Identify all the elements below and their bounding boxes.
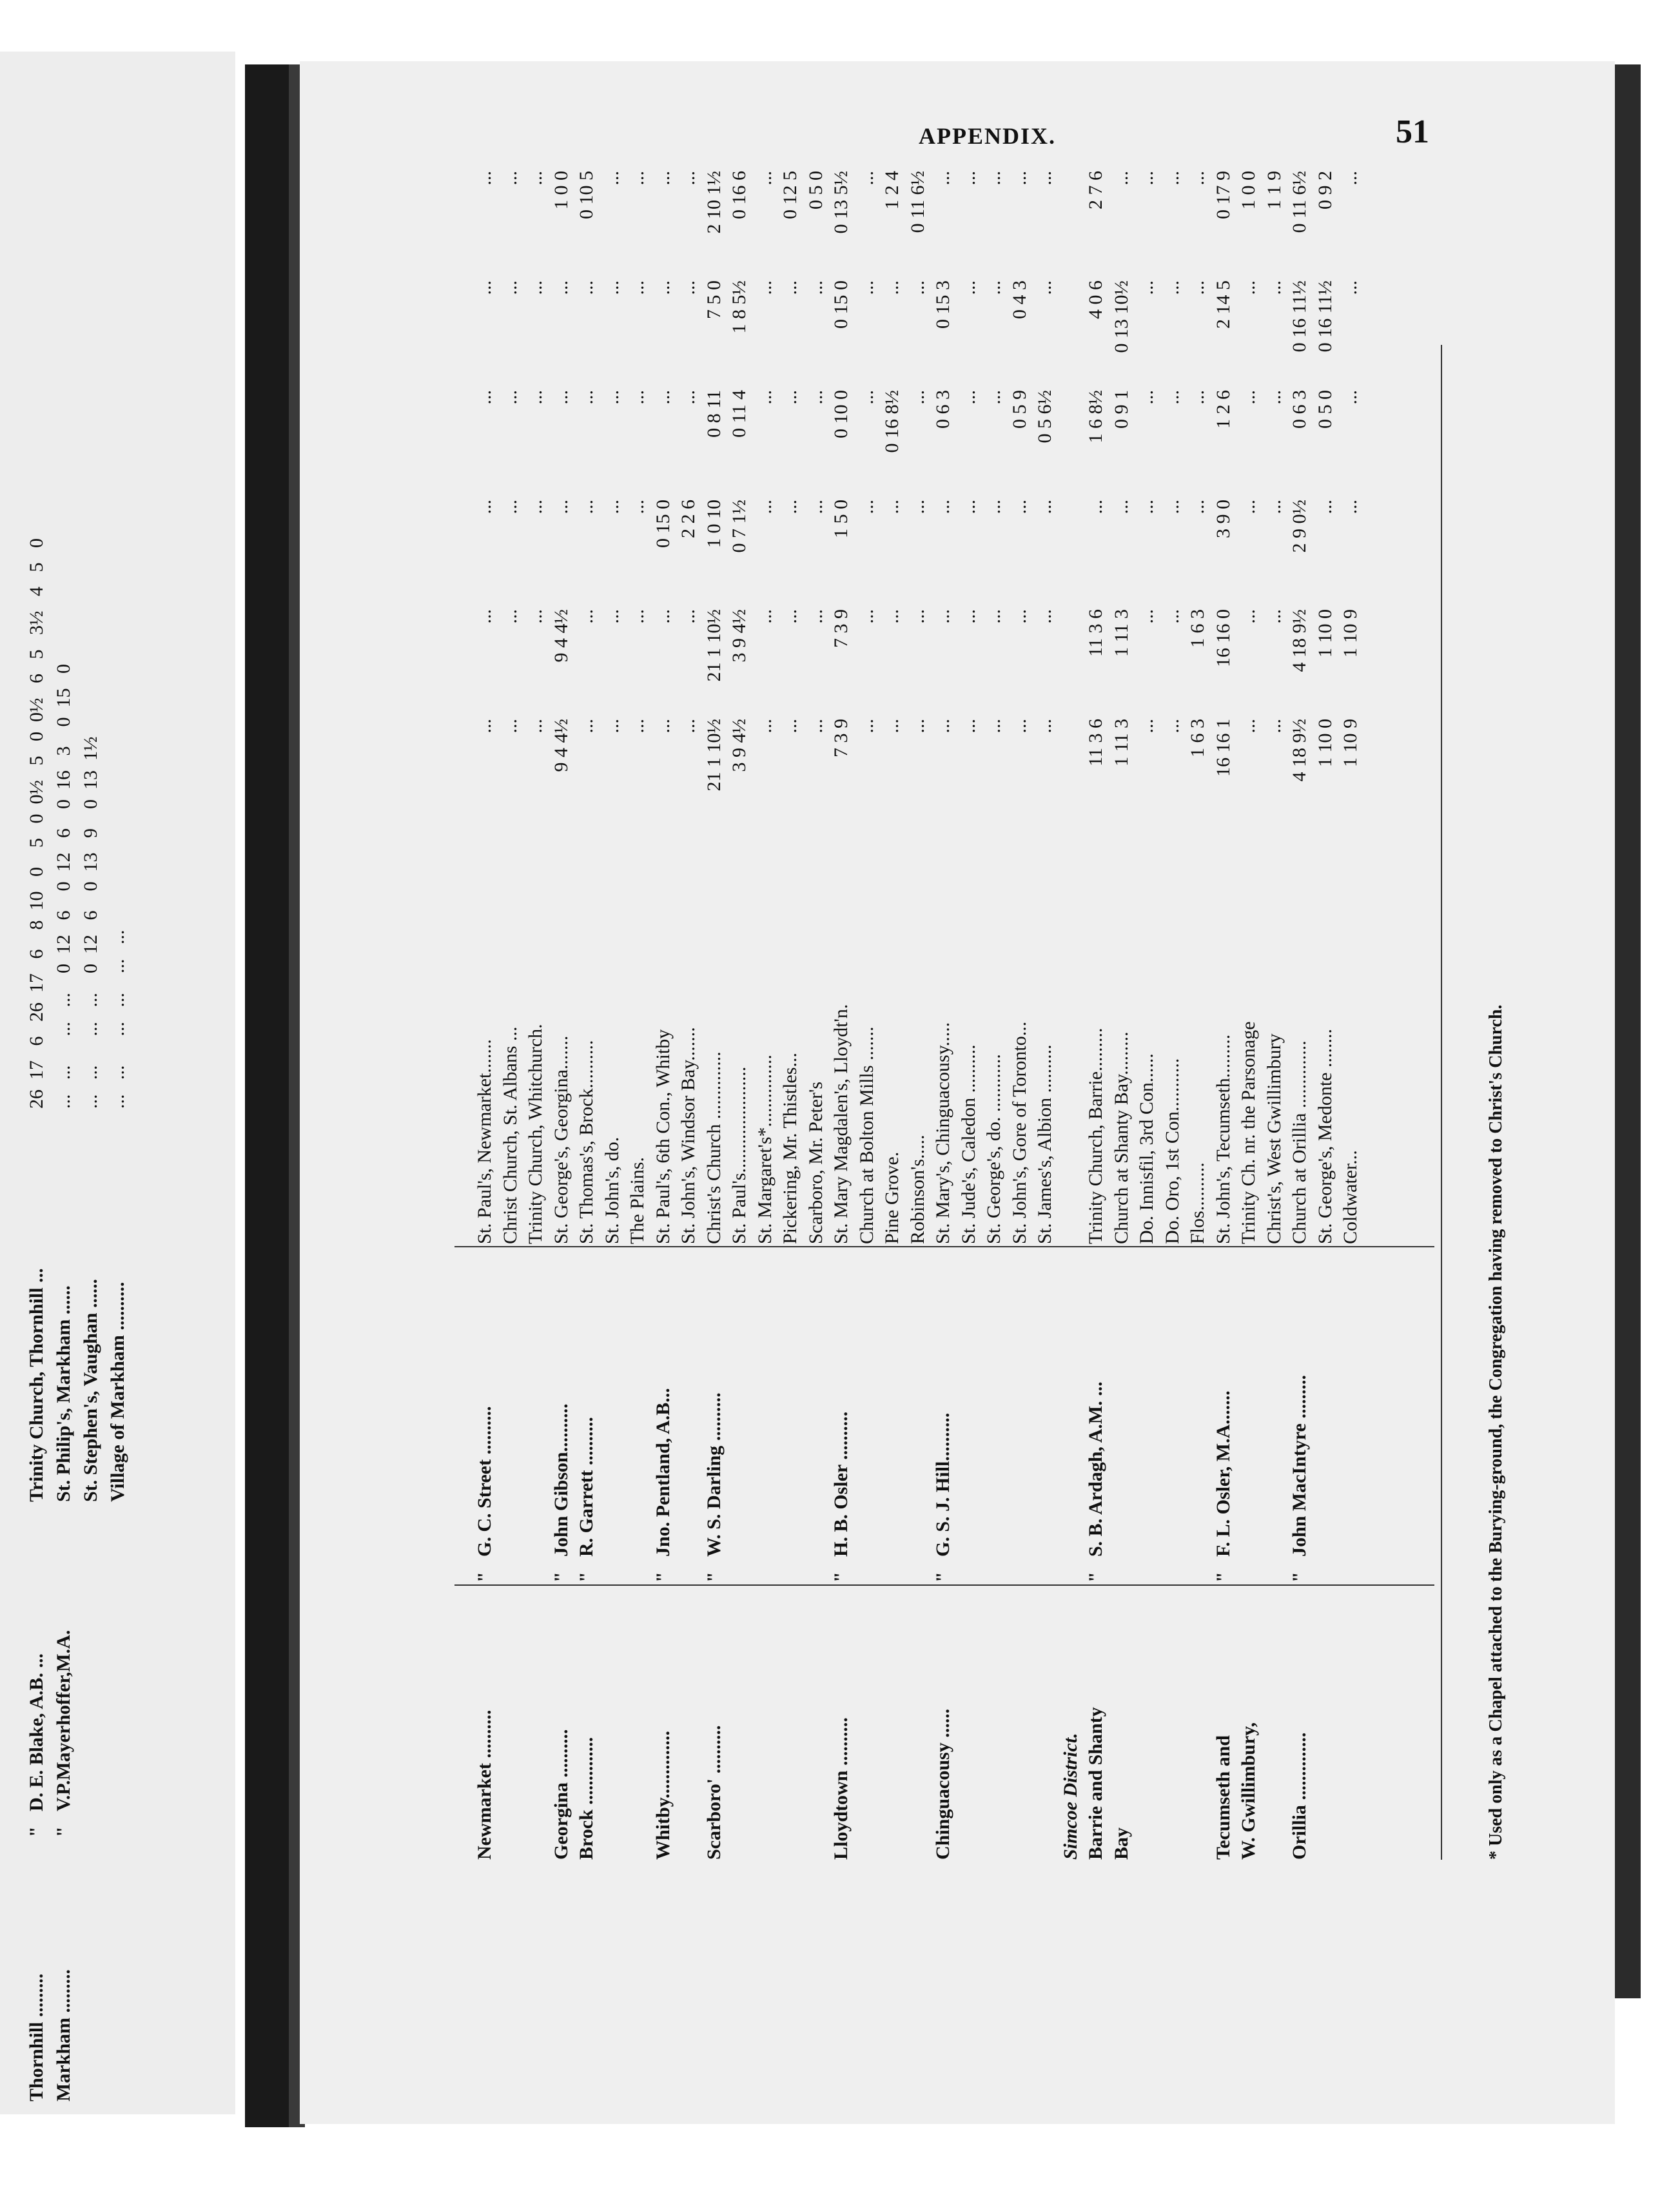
left-clergyman: V.P.Mayerhoffer,M.A. bbox=[53, 1630, 74, 1811]
church-name: Robinson's..... bbox=[906, 1135, 928, 1244]
ditto-mark: " bbox=[474, 1572, 495, 1583]
amount-cell: ... bbox=[1340, 171, 1361, 186]
amount-cell: ... bbox=[855, 719, 877, 734]
amount-cell: 2 9 0½ bbox=[1289, 500, 1310, 553]
amount-cell: ... bbox=[576, 609, 597, 624]
amount-cell: 0 12 5 bbox=[779, 171, 801, 219]
amount-cell: ... bbox=[779, 609, 801, 624]
footnote: * Used only as a Chapel attached to the Burying-ground, the Congregation having removed to Christ's Church. bbox=[1486, 1004, 1506, 1860]
amount-cell: ... bbox=[601, 280, 623, 295]
clergyman-name: John Gibson.......... bbox=[550, 1403, 572, 1557]
amount-cell: ... bbox=[1187, 390, 1208, 405]
amount-cell: ... bbox=[983, 390, 1004, 405]
amount-cell: ... bbox=[754, 390, 776, 405]
amount-cell: ... bbox=[550, 280, 572, 295]
parish-name: Chinguacousy ...... bbox=[932, 1708, 953, 1860]
amount-cell: ... bbox=[779, 719, 801, 734]
church-name: St. George's, Medonte ........ bbox=[1314, 1029, 1336, 1244]
amount-cell: ... bbox=[906, 280, 928, 295]
left-ditto: " bbox=[53, 1826, 74, 1837]
clergyman-name: F. L. Osler, M.A....... bbox=[1212, 1390, 1234, 1557]
amount-cell: ... bbox=[499, 280, 521, 295]
amount-cell: 0 5 6½ bbox=[1034, 390, 1055, 443]
amount-cell: ... bbox=[881, 500, 903, 514]
amount-cell: ... bbox=[576, 500, 597, 514]
amount-cell: ... bbox=[1263, 719, 1285, 734]
ditto-mark: " bbox=[703, 1572, 725, 1583]
amount-cell: 7 3 9 bbox=[830, 719, 852, 757]
clergy-returns-table bbox=[454, 171, 1512, 1860]
amount-cell: ... bbox=[474, 280, 495, 295]
amount-cell: ... bbox=[1238, 719, 1259, 734]
amount-cell: ... bbox=[983, 719, 1004, 734]
church-name: St. Thomas's, Brock.......... bbox=[576, 1040, 597, 1244]
amount-cell: 1 6 8½ bbox=[1085, 390, 1106, 443]
amount-cell: ... bbox=[678, 390, 699, 405]
amount-cell: ... bbox=[525, 390, 546, 405]
amount-cell: 0 16 6 bbox=[728, 171, 750, 219]
church-name: St. George's, do. ............ bbox=[983, 1054, 1004, 1244]
parish-name: W. Gwillimbury, bbox=[1238, 1722, 1259, 1860]
amount-cell: 0 10 0 bbox=[830, 390, 852, 438]
amount-cell: 21 1 10½ bbox=[703, 609, 725, 682]
amount-cell: ... bbox=[957, 390, 979, 405]
amount-cell: ... bbox=[525, 609, 546, 624]
amount-cell: ... bbox=[525, 280, 546, 295]
amount-cell: ... bbox=[957, 719, 979, 734]
amount-cell: ... bbox=[983, 171, 1004, 186]
amount-cell: ... bbox=[906, 390, 928, 405]
amount-cell: ... bbox=[627, 280, 648, 295]
church-name: The Plains. bbox=[627, 1157, 648, 1244]
amount-cell: ... bbox=[957, 280, 979, 295]
amount-cell: ... bbox=[1008, 719, 1030, 734]
amount-cell: ... bbox=[499, 609, 521, 624]
amount-cell: ... bbox=[576, 719, 597, 734]
amount-cell: ... bbox=[652, 609, 674, 624]
amount-cell: ... bbox=[1136, 609, 1157, 624]
parish-name: Orillia .............. bbox=[1289, 1732, 1310, 1860]
amount-cell: ... bbox=[1340, 390, 1361, 405]
church-name: Scarboro, Mr. Peter's bbox=[805, 1081, 826, 1244]
amount-cell: 2 2 6 bbox=[678, 500, 699, 538]
amount-cell: ... bbox=[627, 719, 648, 734]
church-name: Pickering, Mr. Thistles... bbox=[779, 1053, 801, 1244]
amount-cell: ... bbox=[1136, 719, 1157, 734]
amount-cell: 11 3 6 bbox=[1085, 719, 1106, 766]
amount-cell: ... bbox=[1263, 280, 1285, 295]
amount-cell: ... bbox=[779, 280, 801, 295]
church-name: Coldwater... bbox=[1340, 1150, 1361, 1244]
amount-cell: 0 11 6½ bbox=[906, 171, 928, 233]
amount-cell: ... bbox=[906, 719, 928, 734]
amount-cell: ... bbox=[1110, 500, 1132, 514]
amount-cell: 0 8 11 bbox=[703, 390, 725, 438]
amount-cell: 0 15 3 bbox=[932, 280, 953, 329]
amount-cell: 0 4 3 bbox=[1008, 280, 1030, 319]
amount-cell: 1 0 0 bbox=[550, 171, 572, 209]
left-church: St. Stephen's, Vaughan ...... bbox=[80, 1279, 101, 1502]
amount-cell: ... bbox=[1161, 390, 1183, 405]
amount-cell: ... bbox=[855, 280, 877, 295]
clergyman-name: G. C. Street .......... bbox=[474, 1406, 495, 1557]
appendix-page bbox=[300, 61, 1615, 2124]
amount-cell: ... bbox=[932, 719, 953, 734]
amount-cell: ... bbox=[983, 280, 1004, 295]
amount-cell: 0 13 5½ bbox=[830, 171, 852, 234]
amount-cell: 1 6 3 bbox=[1187, 609, 1208, 648]
amount-cell: ... bbox=[678, 609, 699, 624]
amount-cell: 11 3 6 bbox=[1085, 609, 1106, 657]
church-name: Do. Innisfil, 3rd Con...... bbox=[1136, 1053, 1157, 1244]
amount-cell: ... bbox=[499, 390, 521, 405]
ditto-mark: " bbox=[932, 1572, 953, 1583]
parish-name: Brock .............. bbox=[576, 1737, 597, 1860]
amount-cell: ... bbox=[1136, 280, 1157, 295]
amount-cell: ... bbox=[474, 390, 495, 405]
amount-cell: ... bbox=[474, 500, 495, 514]
left-amounts: ... ... ... ... ... ... bbox=[107, 930, 128, 1109]
column-rule-parish bbox=[454, 1584, 1434, 1586]
amount-cell: 1 2 6 bbox=[1212, 390, 1234, 429]
amount-cell: ... bbox=[1110, 171, 1132, 186]
amount-cell: ... bbox=[1161, 171, 1183, 186]
parish-name: Tecumseth and bbox=[1212, 1735, 1234, 1860]
amount-cell: 0 7 1½ bbox=[728, 500, 750, 553]
amount-cell: ... bbox=[932, 609, 953, 624]
amount-cell: ... bbox=[652, 280, 674, 295]
amount-cell: ... bbox=[576, 390, 597, 405]
amount-cell: ... bbox=[601, 719, 623, 734]
parish-name: Scarboro' .......... bbox=[703, 1725, 725, 1860]
left-amounts: ... ... ... ... 0 12 6 0 13 9 0 13 1½ bbox=[80, 736, 101, 1109]
amount-cell: ... bbox=[1161, 609, 1183, 624]
amount-cell: ... bbox=[754, 719, 776, 734]
amount-cell: ... bbox=[601, 171, 623, 186]
left-page-rotated-content bbox=[0, 52, 235, 2114]
page-edge bbox=[1615, 64, 1641, 1998]
church-name: St. Paul's, 6th Con., Whitby bbox=[652, 1029, 674, 1244]
church-name: Flos.......... bbox=[1187, 1162, 1208, 1244]
amount-cell: ... bbox=[932, 171, 953, 186]
parish-name: Georgina .......... bbox=[550, 1729, 572, 1860]
amount-cell: ... bbox=[957, 171, 979, 186]
amount-cell: ... bbox=[678, 280, 699, 295]
church-name: Trinity Ch. nr. the Parsonage bbox=[1238, 1021, 1259, 1244]
amount-cell: ... bbox=[627, 609, 648, 624]
amount-cell: ... bbox=[550, 390, 572, 405]
amount-cell: ... bbox=[855, 171, 877, 186]
left-church: Trinity Church, Thornhill ... bbox=[26, 1268, 47, 1502]
amount-cell: ... bbox=[499, 719, 521, 734]
amount-cell: ... bbox=[881, 719, 903, 734]
amount-cell: ... bbox=[1263, 390, 1285, 405]
church-name: St. James's, Albion .......... bbox=[1034, 1044, 1055, 1244]
ditto-mark: " bbox=[652, 1572, 674, 1583]
church-name: Trinity Church, Barrie......... bbox=[1085, 1028, 1106, 1244]
amount-cell: 3 9 0 bbox=[1212, 500, 1234, 538]
amount-cell: ... bbox=[1187, 171, 1208, 186]
amount-cell: 4 18 9½ bbox=[1289, 609, 1310, 672]
amount-cell: 0 9 1 bbox=[1110, 390, 1132, 429]
amount-cell: 9 4 4½ bbox=[550, 719, 572, 772]
church-name: Church at Orillia .............. bbox=[1289, 1040, 1310, 1244]
amount-cell: 1 10 9 bbox=[1340, 609, 1361, 658]
amount-cell: ... bbox=[627, 500, 648, 514]
amount-cell: ... bbox=[1085, 500, 1106, 514]
amount-cell: ... bbox=[983, 500, 1004, 514]
amount-cell: 0 5 9 bbox=[1008, 390, 1030, 429]
amount-cell: ... bbox=[474, 719, 495, 734]
church-name: Do. Oro, 1st Con........... bbox=[1161, 1058, 1183, 1244]
parish-name: Whitby.............. bbox=[652, 1730, 674, 1860]
amount-cell: 7 5 0 bbox=[703, 280, 725, 319]
amount-cell: ... bbox=[1008, 609, 1030, 624]
ditto-mark: " bbox=[830, 1572, 852, 1583]
church-name: Church at Shanty Bay......... bbox=[1110, 1031, 1132, 1244]
amount-cell: ... bbox=[957, 609, 979, 624]
rotated-table-frame bbox=[454, 171, 1680, 1860]
church-name: Christ Church, St. Albans ... bbox=[499, 1026, 521, 1244]
amount-cell: ... bbox=[601, 390, 623, 405]
ditto-mark: " bbox=[576, 1572, 597, 1583]
amount-cell: ... bbox=[627, 171, 648, 186]
amount-cell: 2 10 1½ bbox=[703, 171, 725, 234]
amount-cell: ... bbox=[805, 390, 826, 405]
amount-cell: 21 1 10½ bbox=[703, 719, 725, 792]
church-name: St. Jude's, Caledon .......... bbox=[957, 1044, 979, 1244]
amount-cell: 0 5 0 bbox=[805, 171, 826, 209]
table-base-rule bbox=[1441, 345, 1442, 1860]
amount-cell: ... bbox=[1034, 280, 1055, 295]
amount-cell: ... bbox=[906, 609, 928, 624]
amount-cell: 1 2 4 bbox=[881, 171, 903, 209]
section-label-text: Simcoe District. bbox=[1059, 1733, 1081, 1860]
page-number: 51 bbox=[1396, 113, 1429, 150]
amount-cell: ... bbox=[550, 500, 572, 514]
amount-cell: ... bbox=[1161, 500, 1183, 514]
parish-name: Bay bbox=[1110, 1827, 1132, 1860]
church-name: Christ's Church .............. bbox=[703, 1051, 725, 1244]
amount-cell: ... bbox=[957, 500, 979, 514]
church-name: St. John's, Windsor Bay....... bbox=[678, 1027, 699, 1244]
parish-name: Lloydtown .......... bbox=[830, 1717, 852, 1860]
amount-cell: 1 0 10 bbox=[703, 500, 725, 548]
amount-cell: ... bbox=[1034, 500, 1055, 514]
amount-cell: ... bbox=[779, 500, 801, 514]
book-gutter bbox=[245, 64, 293, 2127]
amount-cell: 0 17 9 bbox=[1212, 171, 1234, 219]
amount-cell: 0 16 11½ bbox=[1289, 280, 1310, 353]
amount-cell: ... bbox=[881, 280, 903, 295]
amount-cell: ... bbox=[1238, 390, 1259, 405]
church-name: Christ's, West Gwillimbury bbox=[1263, 1033, 1285, 1244]
amount-cell: ... bbox=[881, 609, 903, 624]
amount-cell: 0 5 0 bbox=[1314, 390, 1336, 429]
amount-cell: 0 9 2 bbox=[1314, 171, 1336, 209]
amount-cell: ... bbox=[1187, 280, 1208, 295]
amount-cell: ... bbox=[983, 609, 1004, 624]
amount-cell: ... bbox=[1136, 500, 1157, 514]
amount-cell: 7 3 9 bbox=[830, 609, 852, 648]
amount-cell: ... bbox=[1263, 609, 1285, 624]
amount-cell: ... bbox=[855, 390, 877, 405]
amount-cell: 0 11 6½ bbox=[1289, 171, 1310, 233]
amount-cell: 1 5 0 bbox=[830, 500, 852, 538]
amount-cell: ... bbox=[1034, 609, 1055, 624]
amount-cell: ... bbox=[1008, 500, 1030, 514]
amount-cell: 0 6 3 bbox=[1289, 390, 1310, 429]
church-name: Church at Bolton Mills ....... bbox=[855, 1026, 877, 1244]
amount-cell: ... bbox=[805, 719, 826, 734]
left-amounts: 26 17 6 26 17 6 8 10 0 5 0 0½ 5 0 0½ 6 5 3½ 4 5 0 bbox=[26, 538, 47, 1109]
amount-cell: 4 18 9½ bbox=[1289, 719, 1310, 782]
amount-cell: 0 16 8½ bbox=[881, 390, 903, 453]
amount-cell: 1 10 0 bbox=[1314, 719, 1336, 767]
left-church: St. Philip's, Markham ...... bbox=[53, 1285, 74, 1502]
left-church: Village of Markham .......... bbox=[107, 1281, 128, 1502]
church-name: St. John's, Gore of Toronto... bbox=[1008, 1021, 1030, 1244]
clergyman-name: H. B. Osler .......... bbox=[830, 1411, 852, 1557]
amount-cell: ... bbox=[805, 500, 826, 514]
amount-cell: ... bbox=[1034, 719, 1055, 734]
clergyman-name: S. B. Ardagh, A.M. ... bbox=[1085, 1381, 1106, 1557]
amount-cell: ... bbox=[1238, 609, 1259, 624]
amount-cell: ... bbox=[932, 500, 953, 514]
amount-cell: ... bbox=[474, 171, 495, 186]
amount-cell: ... bbox=[1314, 500, 1336, 514]
parish-name: Barrie and Shanty bbox=[1085, 1707, 1106, 1860]
amount-cell: ... bbox=[855, 500, 877, 514]
church-name: St. Paul's...................... bbox=[728, 1066, 750, 1244]
clergyman-name: John MacIntyre ......... bbox=[1289, 1375, 1310, 1557]
amount-cell: 2 7 6 bbox=[1085, 171, 1106, 209]
amount-cell: ... bbox=[652, 719, 674, 734]
running-head: APPENDIX. bbox=[919, 123, 1056, 149]
left-clergyman: D. E. Blake, A.B. ... bbox=[26, 1653, 47, 1811]
ditto-mark: " bbox=[1289, 1572, 1310, 1583]
amount-cell: ... bbox=[576, 280, 597, 295]
amount-cell: 0 11 4 bbox=[728, 390, 750, 438]
amount-cell: ... bbox=[805, 609, 826, 624]
clergyman-name: Jno. Pentland, A.B... bbox=[652, 1388, 674, 1557]
amount-cell: 1 0 0 bbox=[1238, 171, 1259, 209]
amount-cell: ... bbox=[754, 280, 776, 295]
amount-cell: ... bbox=[1034, 171, 1055, 186]
amount-cell: 3 9 4½ bbox=[728, 719, 750, 772]
left-amounts: ... ... ... ... 0 12 6 0 12 6 0 16 3 0 15 0 bbox=[53, 664, 74, 1109]
church-name: Trinity Church, Whitchurch. bbox=[525, 1024, 546, 1244]
amount-cell: ... bbox=[525, 500, 546, 514]
church-name: St. Margaret's*............... bbox=[754, 1055, 776, 1244]
amount-cell: 1 10 0 bbox=[1314, 609, 1336, 658]
amount-cell: ... bbox=[474, 609, 495, 624]
church-name: St. John's, Tecumseth......... bbox=[1212, 1034, 1234, 1244]
amount-cell: ... bbox=[754, 609, 776, 624]
amount-cell: ... bbox=[1136, 390, 1157, 405]
clergyman-name: W. S. Darling .......... bbox=[703, 1392, 725, 1557]
amount-cell: 9 4 4½ bbox=[550, 609, 572, 663]
amount-cell: ... bbox=[805, 280, 826, 295]
amount-cell: 0 15 0 bbox=[830, 280, 852, 329]
amount-cell: ... bbox=[601, 609, 623, 624]
amount-cell: ... bbox=[678, 171, 699, 186]
left-parish: Thornhill ......... bbox=[26, 1973, 47, 2101]
church-name: St. George's, Georgina....... bbox=[550, 1035, 572, 1244]
amount-cell: 4 0 6 bbox=[1085, 280, 1106, 319]
left-ditto: " bbox=[26, 1826, 47, 1837]
amount-cell: 1 6 3 bbox=[1187, 719, 1208, 757]
amount-cell: ... bbox=[1187, 500, 1208, 514]
church-name: St. Paul's, Newmarket....... bbox=[474, 1039, 495, 1244]
ditto-mark: " bbox=[550, 1572, 572, 1583]
ditto-mark: " bbox=[1085, 1572, 1106, 1583]
amount-cell: 1 8 5½ bbox=[728, 280, 750, 334]
clergyman-name: G. S. J. Hill.......... bbox=[932, 1412, 953, 1557]
amount-cell: ... bbox=[1263, 500, 1285, 514]
amount-cell: ... bbox=[855, 609, 877, 624]
amount-cell: 1 11 3 bbox=[1110, 609, 1132, 657]
amount-cell: ... bbox=[1340, 280, 1361, 295]
amount-cell: ... bbox=[1136, 171, 1157, 186]
amount-cell: ... bbox=[627, 390, 648, 405]
church-name: Pine Grove. bbox=[881, 1151, 903, 1244]
column-rule-church bbox=[454, 1246, 1434, 1247]
left-page-fragment bbox=[0, 52, 235, 2114]
amount-cell: ... bbox=[525, 719, 546, 734]
amount-cell: ... bbox=[1340, 500, 1361, 514]
amount-cell: 16 16 1 bbox=[1212, 719, 1234, 777]
church-name: St. Mary Magdalen's, Lloydt'n. bbox=[830, 1004, 852, 1244]
amount-cell: 1 10 9 bbox=[1340, 719, 1361, 767]
amount-cell: ... bbox=[754, 171, 776, 186]
amount-cell: ... bbox=[678, 719, 699, 734]
amount-cell: 0 15 0 bbox=[652, 500, 674, 548]
parish-name: Newmarket .......... bbox=[474, 1710, 495, 1860]
amount-cell: ... bbox=[1238, 280, 1259, 295]
amount-cell: 2 14 5 bbox=[1212, 280, 1234, 329]
ditto-mark: " bbox=[1212, 1572, 1234, 1583]
amount-cell: ... bbox=[1008, 171, 1030, 186]
left-parish: Markham ......... bbox=[53, 1969, 74, 2101]
amount-cell: ... bbox=[499, 500, 521, 514]
amount-cell: 1 11 3 bbox=[1110, 719, 1132, 766]
amount-cell: 16 16 0 bbox=[1212, 609, 1234, 667]
church-name: St. John's, do. bbox=[601, 1136, 623, 1244]
amount-cell: ... bbox=[652, 390, 674, 405]
amount-cell: ... bbox=[601, 500, 623, 514]
amount-cell: ... bbox=[1238, 500, 1259, 514]
amount-cell: ... bbox=[754, 500, 776, 514]
amount-cell: ... bbox=[779, 390, 801, 405]
amount-cell: ... bbox=[499, 171, 521, 186]
amount-cell: ... bbox=[525, 171, 546, 186]
amount-cell: ... bbox=[652, 171, 674, 186]
amount-cell: 0 16 11½ bbox=[1314, 280, 1336, 353]
amount-cell: 0 13 10½ bbox=[1110, 280, 1132, 353]
amount-cell: 3 9 4½ bbox=[728, 609, 750, 663]
church-name: St. Mary's, Chinguacousy..... bbox=[932, 1022, 953, 1244]
amount-cell: 1 1 9 bbox=[1263, 171, 1285, 209]
amount-cell: ... bbox=[1161, 280, 1183, 295]
amount-cell: 0 6 3 bbox=[932, 390, 953, 429]
amount-cell: ... bbox=[1161, 719, 1183, 734]
amount-cell: 0 10 5 bbox=[576, 171, 597, 219]
clergyman-name: R. Garrett .......... bbox=[576, 1417, 597, 1557]
amount-cell: ... bbox=[906, 500, 928, 514]
